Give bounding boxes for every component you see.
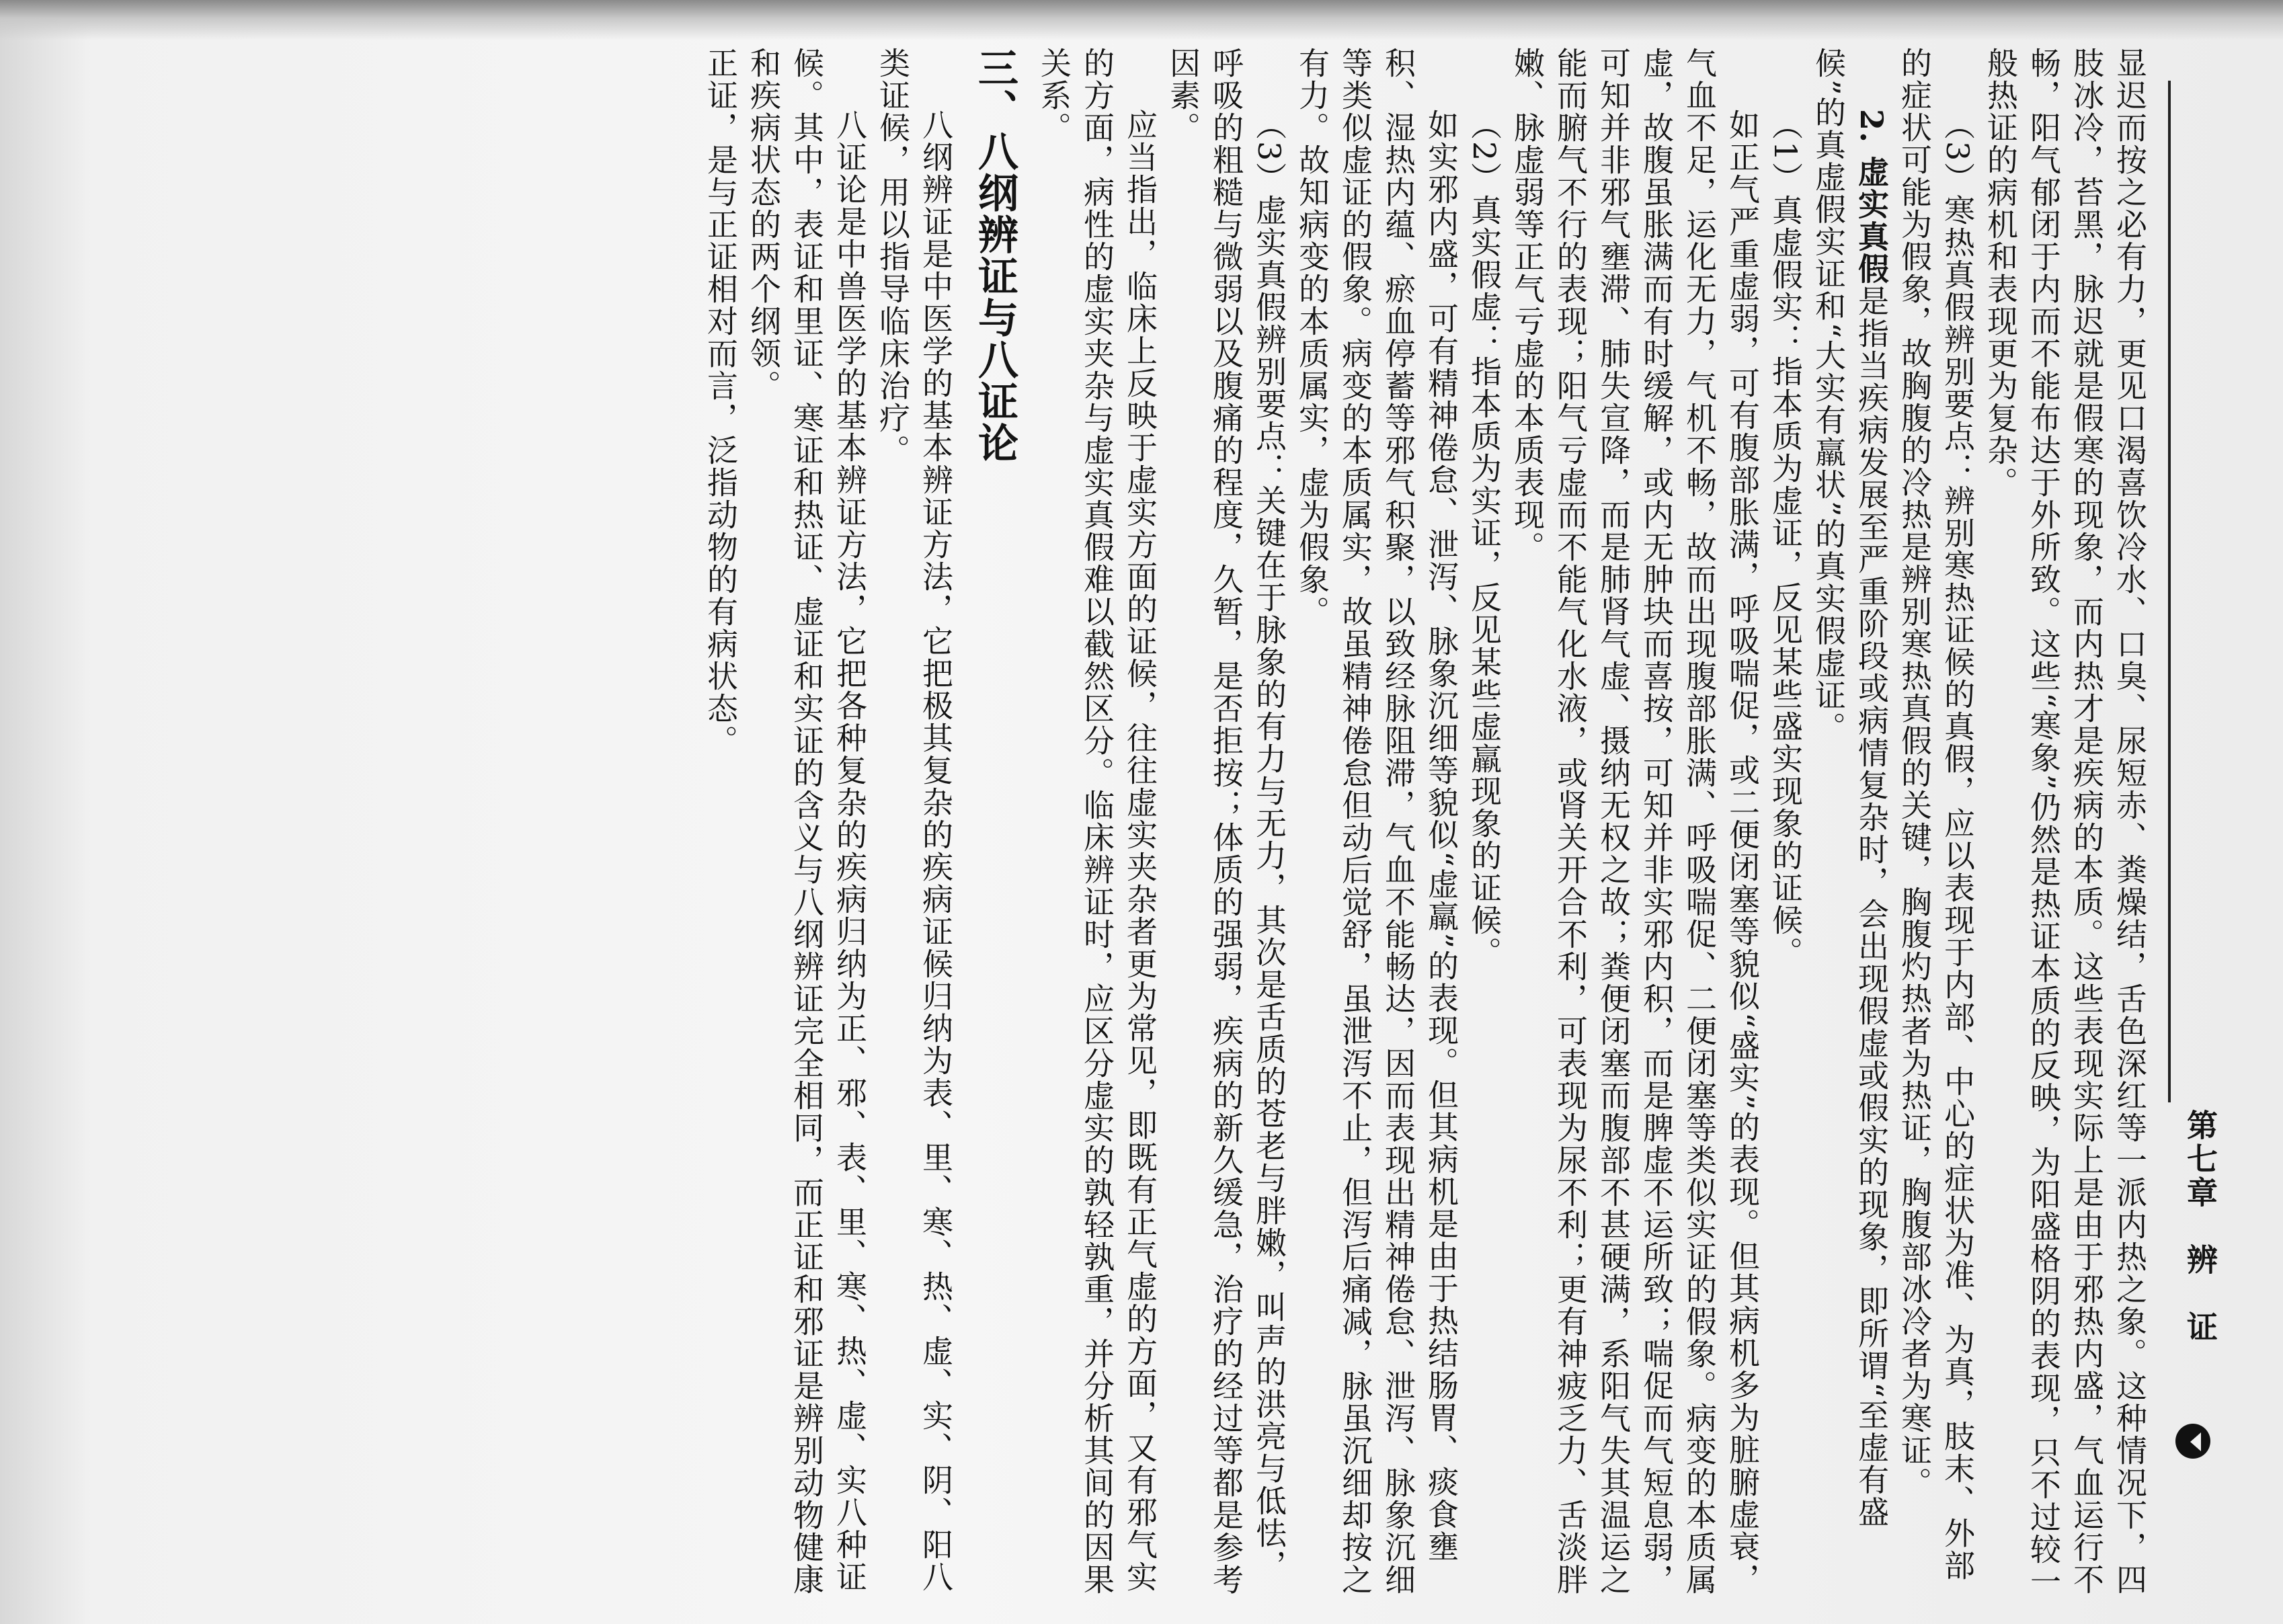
chapter-header: 第七章 辨 证: [2182, 1109, 2218, 1344]
paragraph-9: 应当指出，临床上反映于虚实方面的证候，往往虚实夹杂者更为常见，即既有正气虚的方面，又有邪气实的方面，病性的虚实夹杂与虚实真假难以截然区分。临床辨证时，应区分虚实的孰轻孰重，并分析其间的因果关系。: [1036, 47, 1158, 1596]
paragraph-7: 如实邪内盛，可有精神倦怠、泄泻、脉象沉细等貌似“虚羸”的表现。但其病机是由于热结肠胃、痰食壅积、湿热内蕴、瘀血停蓄等邪气积聚，以致经脉阻滞，气血不能畅达，因而表现出精神倦怠、泄泻、脉象沉细等类似虚证的假象。病变的本质属实，故虽精神倦怠但动后觉舒，虽泄泻不止，但泻后痛减，脉虽沉细却按之有力。故知病变的本质属实，虚为假象。: [1294, 47, 1459, 1596]
body-text: [81, 47, 2151, 1607]
paragraph-3: [1807, 47, 1893, 1607]
paragraph-8: （3）虚实真假辨别要点：关键在于脉象的有力与无力，其次是舌质的苍老与胖嫩，叫声的洪亮与低怯，呼吸的粗糙与微弱以及腹痛的程度，久暂，是否拒按；体质的强弱，疾病的新久缓急，治疗的经过等都是参考因素。: [1165, 47, 1287, 1596]
paragraph-4: （1）真虚假实：指本质为虚证，反见某些盛实现象的证候。: [1767, 109, 1804, 969]
page-marker-icon: [2175, 1424, 2210, 1459]
section-heading: 三、八纲辨证与八证论: [971, 47, 1018, 464]
paragraph-12: 正证，是与正证相对而言，泛指动物的有病状态。: [703, 47, 739, 757]
paragraph-11: 八证论是中兽医学的基本辨证方法，它把各种复杂的疾病归纳为正、邪、表、里、寒、热、虚、实八种证候。其中，表证和里证、寒证和热证、虚证和实证的含义与八纲辨证完全相同，而正证和邪证是辨别动物健康和疾病状态的两个纲领。: [746, 47, 868, 1596]
paragraph-6: （2）真实假虚：指本质为实证，反见某些虚羸现象的证候。: [1466, 109, 1503, 969]
paragraph-3-text: 是指当疾病发展至严重阶段或病情复杂时，会出现假虚或假实的现象，即所谓“至虚有盛候”的真虚假实证和“大实有羸状”的真实假虚证。: [1810, 47, 1890, 1529]
page-edge-shadow: [0, 0, 2283, 40]
subsection-lead: 2. 虚实真假: [1853, 109, 1890, 286]
paragraph-10: 八纲辨证是中医学的基本辨证方法，它把极其复杂的疾病证候归纳为表、里、寒、热、虚、实、阴、阳八类证候，用以指导临床治疗。: [875, 47, 954, 1593]
paragraph-5: 如正气严重虚弱，可有腹部胀满，呼吸喘促，或二便闭塞等貌似“盛实”的表现。但其病机多为脏腑虚衰，气血不足，运化无力，气机不畅，故而出现腹部胀满、呼吸喘促、二便闭塞等类似实证的假象。病变的本质属虚，故腹虽胀满而有时缓解，或内无肿块而喜按，可知并非实邪内积，而是脾虚不运所致；喘促而气短息弱，可知并非邪气壅滞、肺失宣降，而是肺肾气虚、摄纳无权之故；粪便闭塞而腹部不甚硬满，系阳气失其温运之能而腑气不行的表现；阳气亏虚而不能气化水液，或肾关开合不利，可表现为尿不利；更有神疲乏力、舌淡胖嫩、脉虚弱等正气亏虚的本质表现。: [1509, 47, 1761, 1596]
paragraph-2: （3）寒热真假辨别要点：辨别寒热证候的真假，应以表现于内部、中心的症状为准、为真，肢末、外部的症状可能为假象，故胸腹的冷热是辨别寒热真假的关键，胸腹灼热者为热证，胸腹部冰冷者为寒证。: [1896, 47, 1976, 1582]
paragraph-1: 显迟而按之必有力，更见口渴喜饮冷水、口臭、尿短赤、粪燥结，舌色深红等一派内热之象。这种情况下，四肢冰冷，苔黑，脉迟就是假寒的现象，而内热才是疾病的本质。这些表现实际上是由于邪热内盛，气血运行不畅，阳气郁闭于内而不能布达于外所致。这些“寒象”仍然是热证本质的反映，为阳盛格阴的表现，只不过较一般热证的病机和表现更为复杂。: [1982, 47, 2148, 1598]
header-rule: [2168, 81, 2171, 1102]
